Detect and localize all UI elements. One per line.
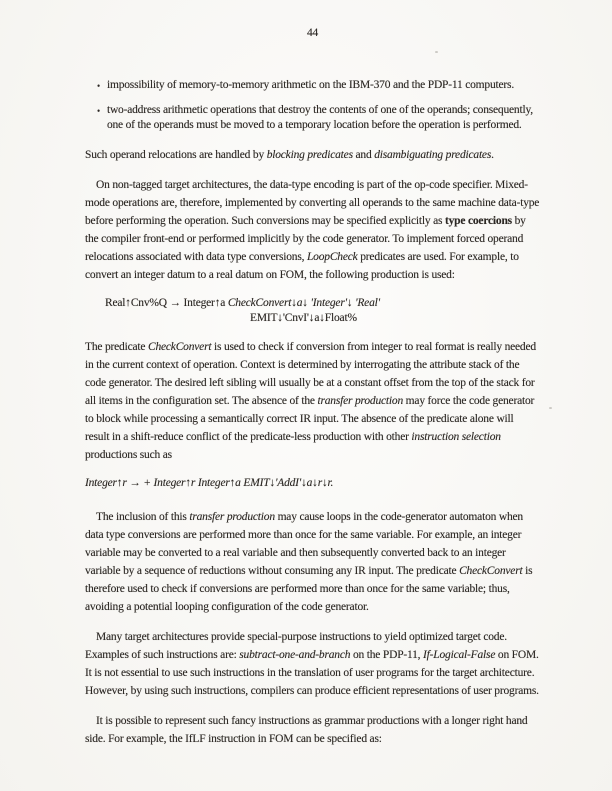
production-convert-block bbox=[105, 296, 540, 326]
paragraph-operand-relocations: Such operand relocations are handled by blocking predicates and disambiguating predicates. bbox=[85, 149, 494, 161]
paragraph-checkconvert-predicate: The predicate CheckConvert is used to check if conversion from integer to real format is really needed in the current context of operation. Context is determined by interrogating the attribute stack of the code generator. The desired left sibling will usually be at a constant offset from the top of the stack for all items in the configuration set. The absence of the transfer production may force the code generator to block while processing a semantically correct IR input. The absence of the predicate alone will result in a shift-reduce conflict of the predicate-less production with other instruction selection productions such as bbox=[85, 341, 536, 461]
bullet-list bbox=[97, 78, 540, 133]
bullet-icon: • bbox=[97, 106, 100, 116]
production-add-integer: Integer↑r → + Integer↑r Integer↑a EMIT↓'AddI'↓a↓r↓r. bbox=[85, 477, 334, 489]
bullet-text: impossibility of memory-to-memory arithmetic on the IBM-370 and the PDP-11 computers. bbox=[106, 79, 515, 91]
bullet-item bbox=[97, 78, 540, 94]
production-convert-line1: Real↑Cnv%Q → Integer↑a CheckConvert↓a↓ 'Integer'↓ 'Real' bbox=[105, 297, 380, 309]
bullet-text: two-address arithmetic operations that destroy the contents of one of the operands; consequently, one of the operands must be moved to a temporary location before the operation is performed. bbox=[106, 104, 533, 131]
paragraph-non-tagged-architectures: On non-tagged target architectures, the data-type encoding is part of the op-code specifier. Mixed-mode operations are, therefore, implemented by converting all operands to the same machine data-type before performing the operation. Such conversions may be specified explicitly as type coercions by the compiler front-end or performed implicitly by the code generator. To implement forced operand relocations associated with data type conversions, LoopCheck predicates are used. For example, to convert an integer datum to a real datum on FOM, the following production is used: bbox=[85, 179, 540, 281]
paragraph-special-purpose-instructions: Many target architectures provide special-purpose instructions to yield optimized target code. Examples of such instructions are: subtract-one-and-branch on the PDP-11, If-Logical-False on FOM. It is not essential to use such instructions in the translation of user programs for the target architecture. However, by using such instructions, compilers can produce efficient representations of user programs. bbox=[85, 631, 539, 697]
page-number: 44 bbox=[306, 27, 319, 39]
bullet-icon: • bbox=[97, 81, 100, 91]
production-convert-line2: EMIT↓'CnvI'↓a↓Float% bbox=[250, 312, 357, 324]
scan-speck bbox=[549, 407, 552, 409]
paragraph-transfer-production-loops: The inclusion of this transfer production may cause loops in the code-generator automaton when data type conversions are performed more than once for the same variable. For example, an integer variable may be converted to a real variable and then subsequently converted back to an integer variable by a sequence of reductions without consuming any IR input. The predicate CheckConvert is therefore used to check if conversions are performed more than once for the same variable; thus, avoiding a potential looping configuration of the code generator. bbox=[85, 511, 533, 613]
paragraph-iflf-instruction: It is possible to represent such fancy instructions as grammar productions with a longer right hand side. For example, the IfLF instruction in FOM can be specified as: bbox=[85, 715, 528, 745]
bullet-item bbox=[97, 103, 540, 133]
scan-speck bbox=[435, 51, 438, 53]
